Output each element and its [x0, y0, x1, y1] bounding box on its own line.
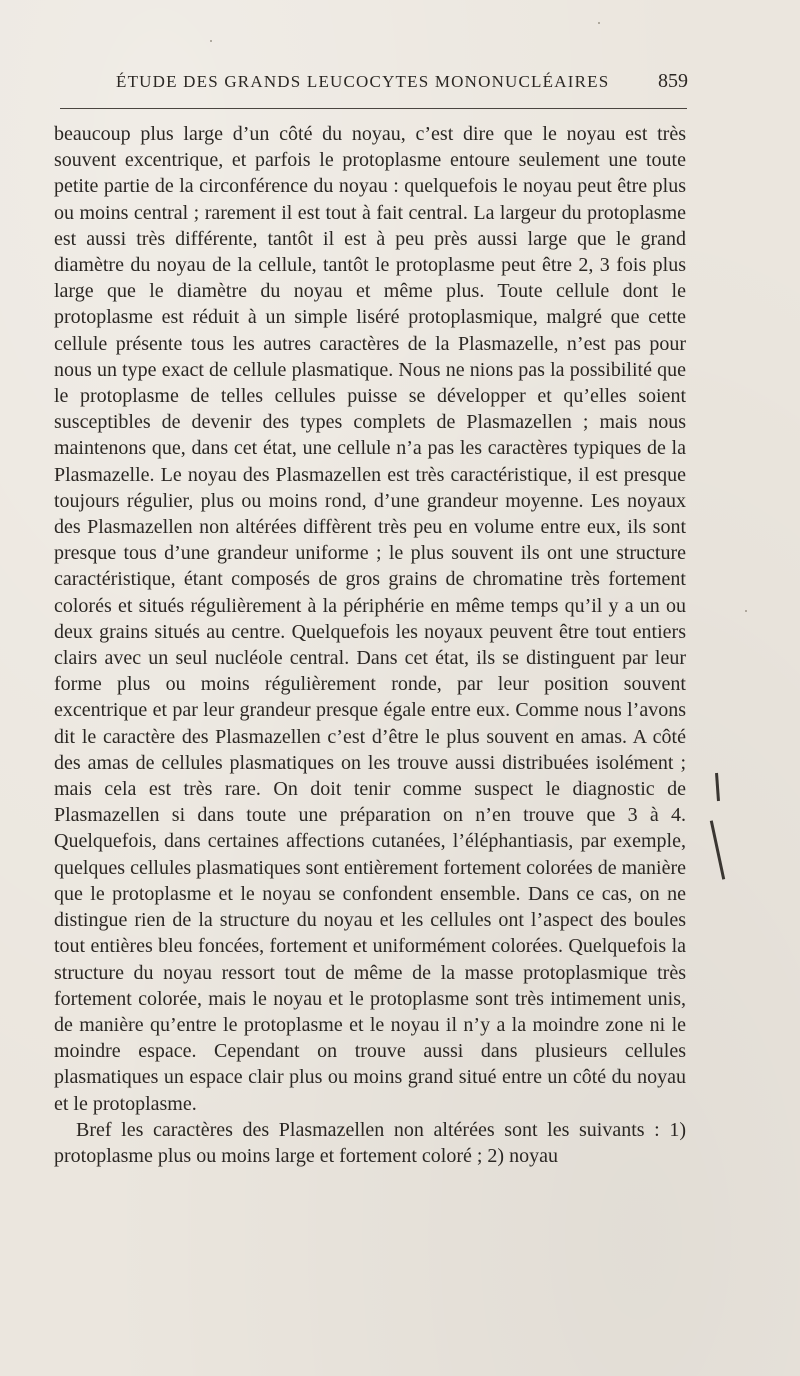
page-header	[116, 70, 688, 98]
margin-pencil-mark	[710, 820, 725, 879]
paragraph-2: Bref les caractères des Plasmazellen non altérées sont les suivants : 1) protoplasme plus ou moins large et fortement coloré ; 2) noyau	[54, 1118, 686, 1167]
running-title: ÉTUDE DES GRANDS LEUCOCYTES MONONUCLÉAIRES	[116, 72, 610, 91]
body-text	[54, 121, 686, 1169]
header-rule	[60, 108, 687, 109]
paragraph-1: beaucoup plus large d’un côté du noyau, c’est dire que le noyau est très souvent excentrique, et parfois le protoplasme entoure seulement une toute petite partie de la circonférence du noyau : quelquefois le noyau peut être plus ou moins central ; rarement il est tout à fait central. La largeur du protoplasme est aussi très différente, tantôt il est à peu près aussi large que le grand diamètre du noyau de la cellule, tantôt le protoplasme peut être 2, 3 fois plus large que le diamètre du noyau et même plus. Toute cellule dont le protoplasme est réduit à un simple liséré protoplasmique, malgré que cette cellule présente tous les autres caractères de la Plasmazelle, n’est pas pour nous un type exact de cellule plasmatique. Nous ne nions pas la possibilité que le protoplasme de telles cellules puisse se développer et qu’elles soient susceptibles de devenir des types complets de Plasmazellen ; mais nous maintenons que, dans cet état, une cellule n’a pas les caractères typiques de la Plasmazelle. Le noyau des Plasmazellen est très caractéristique, il est presque toujours régulier, plus ou moins rond, d’une grandeur moyenne. Les noyaux des Plasmazellen non altérées diffèrent très peu en volume entre eux, ils sont presque tous d’une grandeur uniforme ; le plus souvent ils ont une structure caractéristique, étant composés de gros grains de chromatine très fortement colorés et situés régulièrement à la périphérie en même temps qu’il y a un ou deux grains situés au centre. Quelquefois les noyaux peuvent être tout entiers clairs avec un seul nucléole central. Dans cet état, ils se distinguent par leur forme plus ou moins régulièrement ronde, par leur position souvent excentrique et par leur grandeur presque égale entre eux. Comme nous l’avons dit le caractère des Plasmazellen c’est d’être le plus souvent en amas. A côté des amas de cellules plasmatiques on les trouve aussi distribuées isolément ; mais cela est très rare. On doit tenir comme suspect le diagnostic de Plasmazellen si dans toute une préparation on n’en trouve que 3 à 4. Quelquefois, dans certaines affections cutanées, l’éléphantiasis, par exemple, quelques cellules plasmatiques sont entièrement fortement colorées de manière que le protoplasme et le noyau se confondent ensemble. Dans ce cas, on ne distingue rien de la structure du noyau et les cellules ont l’aspect des boules tout entières bleu foncées, fortement et uniformément colorées. Quelquefois la structure du noyau ressort tout de même de la masse protoplasmique très fortement colorée, mais le noyau et le protoplasme sont très intimement unis, de manière qu’entre le protoplasme et le noyau il n’y a la moindre zone ni le moindre espace. Cependant on trouve aussi dans plusieurs cellules plasmatiques un espace clair plus ou moins grand situé entre un côté du noyau et le protoplasme.	[54, 123, 686, 1115]
margin-pencil-mark	[715, 773, 720, 801]
paper-speck	[598, 22, 600, 24]
paper-speck	[210, 40, 212, 42]
page-number: 859	[658, 70, 688, 92]
paper-speck	[745, 610, 747, 612]
